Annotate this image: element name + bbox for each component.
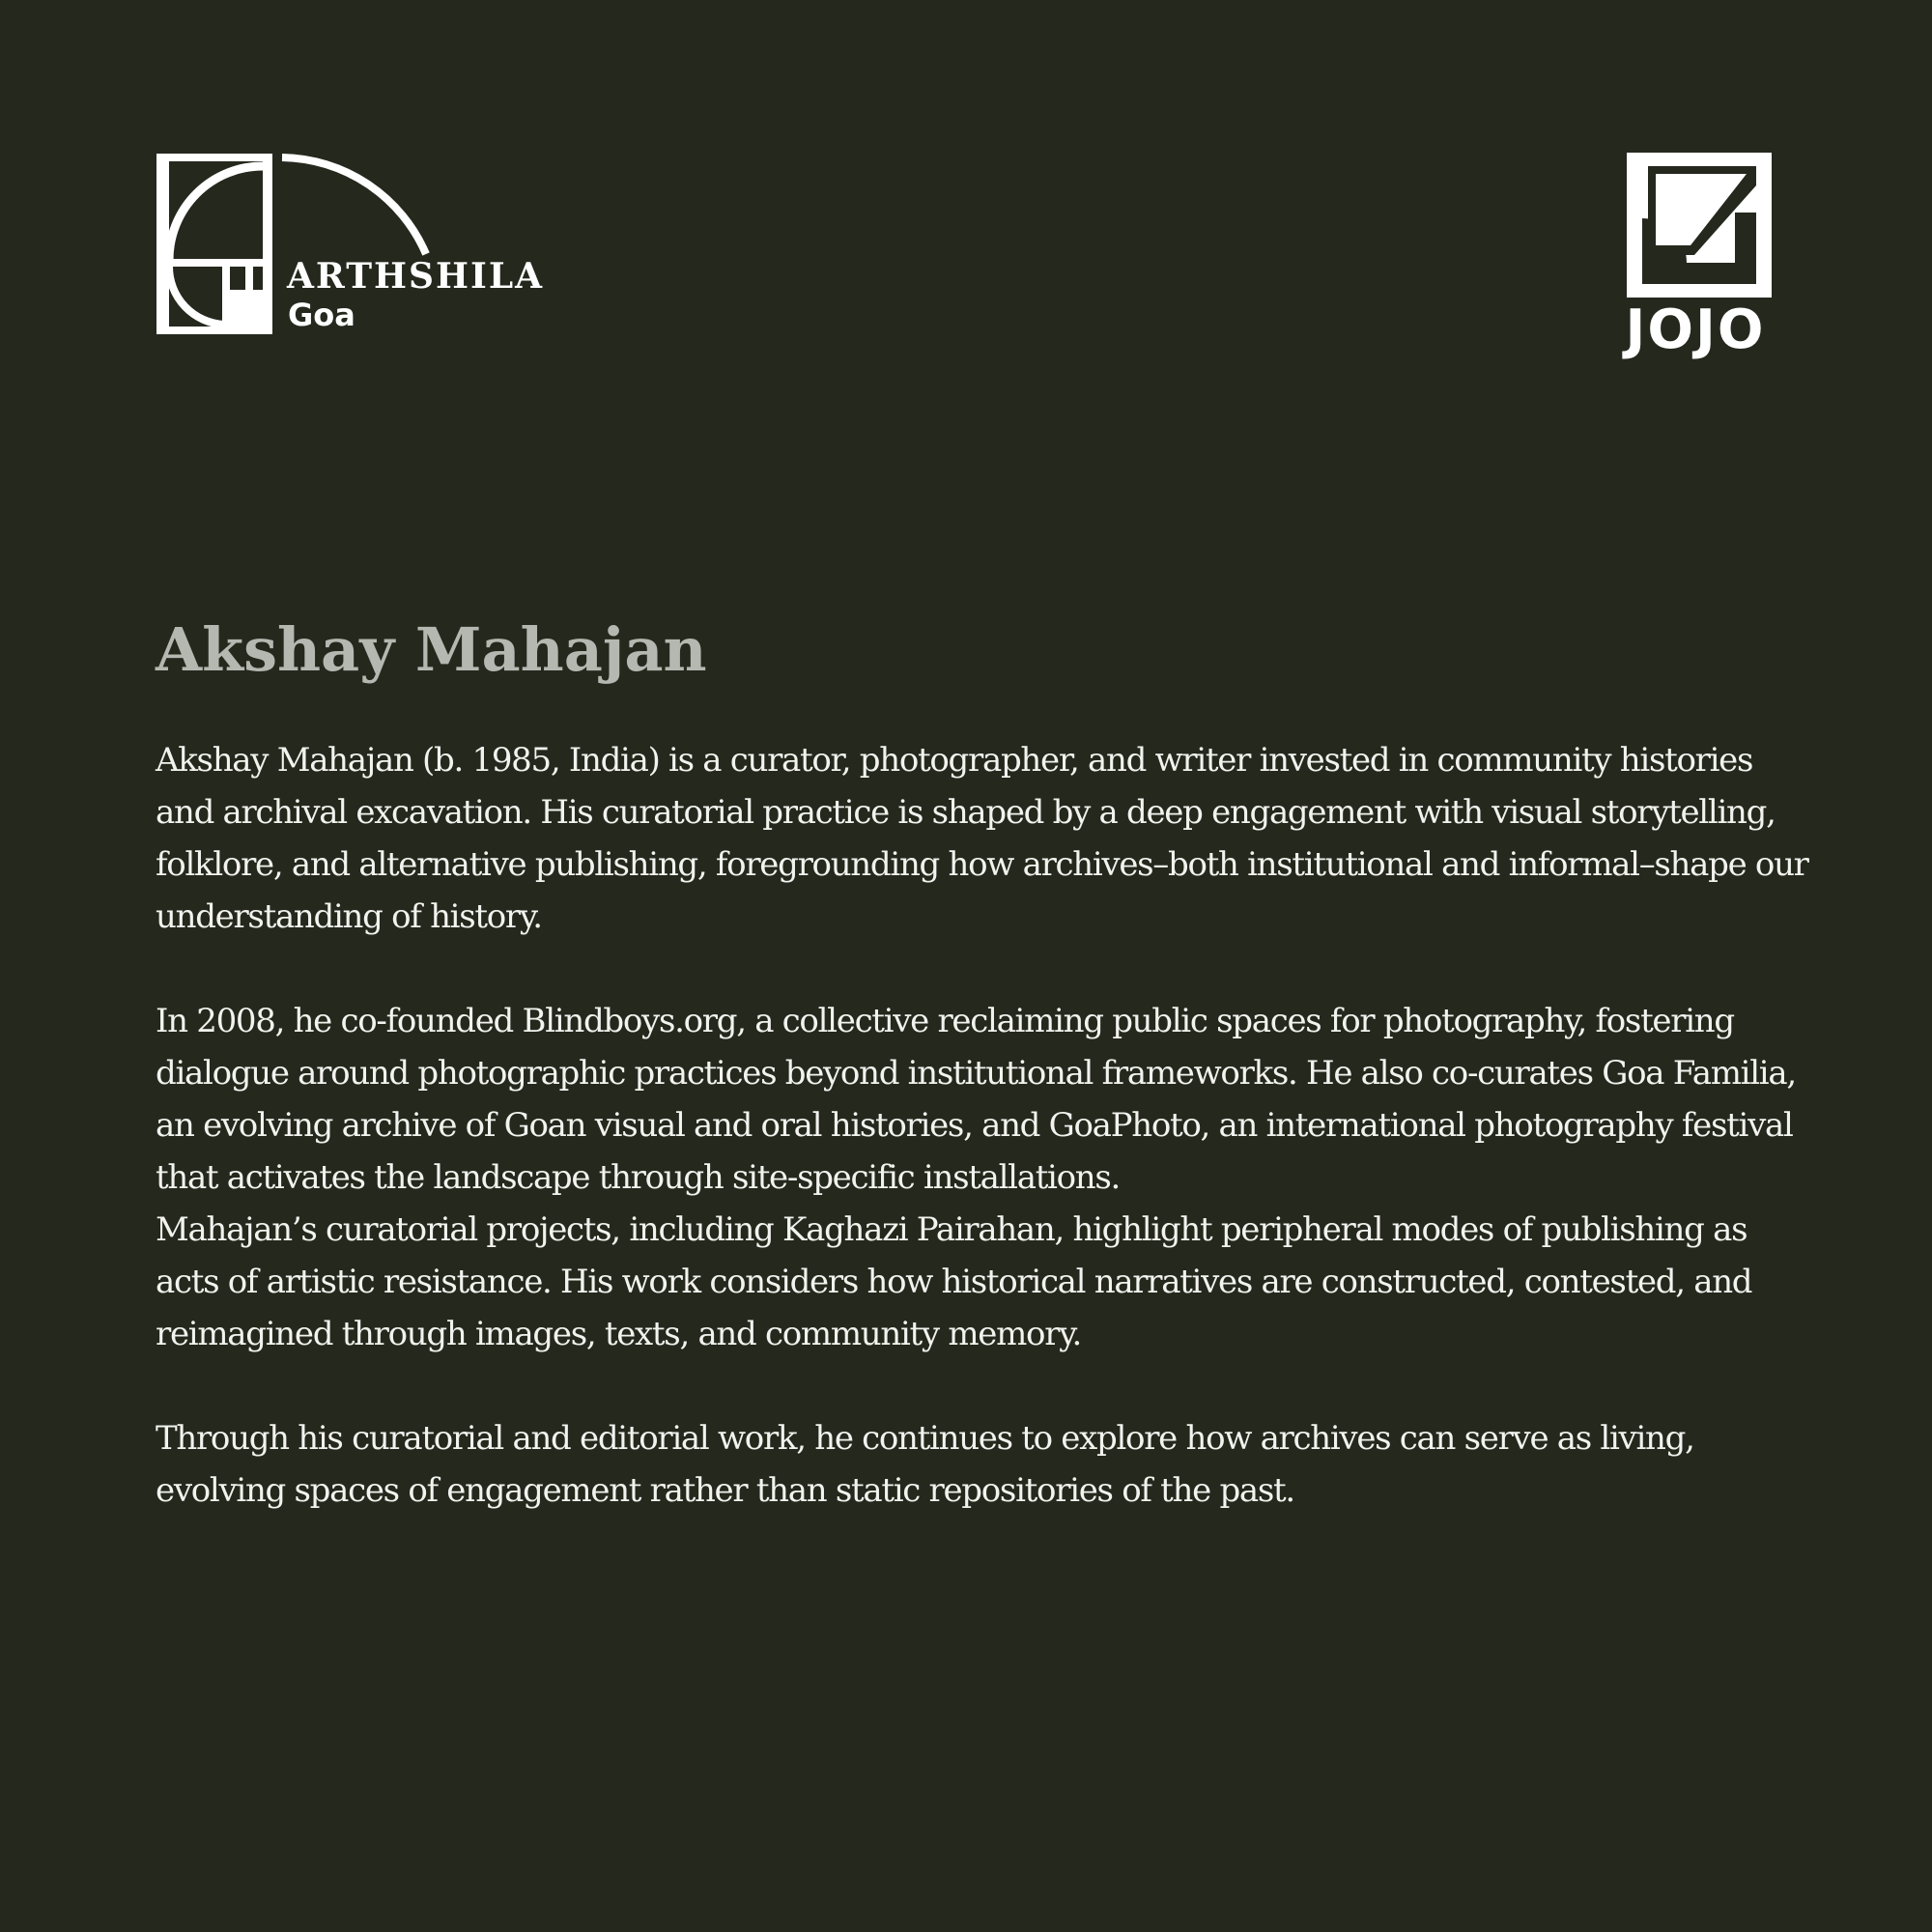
bio-paragraph: In 2008, he co-founded Blindboys.org, a collective reclaiming public spaces for photography, fostering dialogue around photographic practices beyond institutional frameworks. He also co-curates Goa Familia, an evolving archive of Goan visual and oral histories, and GoaPhoto, an international photography festival that activates the landscape through site-specific installations. — [156, 1002, 1796, 1197]
profile-section — [156, 607, 1817, 1517]
jojo-name: JOJO — [1625, 298, 1766, 361]
bio-paragraph: Akshay Mahajan (b. 1985, India) is a curator, photographer, and writer invested in community histories and archival excavation. His curatorial practice is shaped by a deep engagement with visual storytelling, folklore, and alternative publishing, foregrounding how archives–both institutional and informal–shape our understanding of history. — [156, 741, 1808, 936]
jojo-logo — [1613, 153, 1777, 360]
bio-paragraph: Mahajan’s curatorial projects, including Kaghazi Pairahan, highlight peripheral modes of publishing as acts of artistic resistance. His work considers how historical narratives are constructed, contested, and reimagined through images, texts, and community memory. — [156, 1210, 1752, 1353]
arthshila-name: ARTHSHILA — [287, 256, 545, 297]
arthshila-city: Goa — [288, 297, 355, 333]
bio-text — [156, 734, 1817, 1517]
page-title: Akshay Mahajan — [156, 614, 707, 685]
arthshila-logo — [156, 153, 545, 346]
jojo-mark-icon — [1627, 153, 1772, 299]
bio-paragraph: Through his curatorial and editorial work, he continues to explore how archives can serve as living, evolving spaces of engagement rather than static repositories of the past. — [156, 1419, 1694, 1510]
